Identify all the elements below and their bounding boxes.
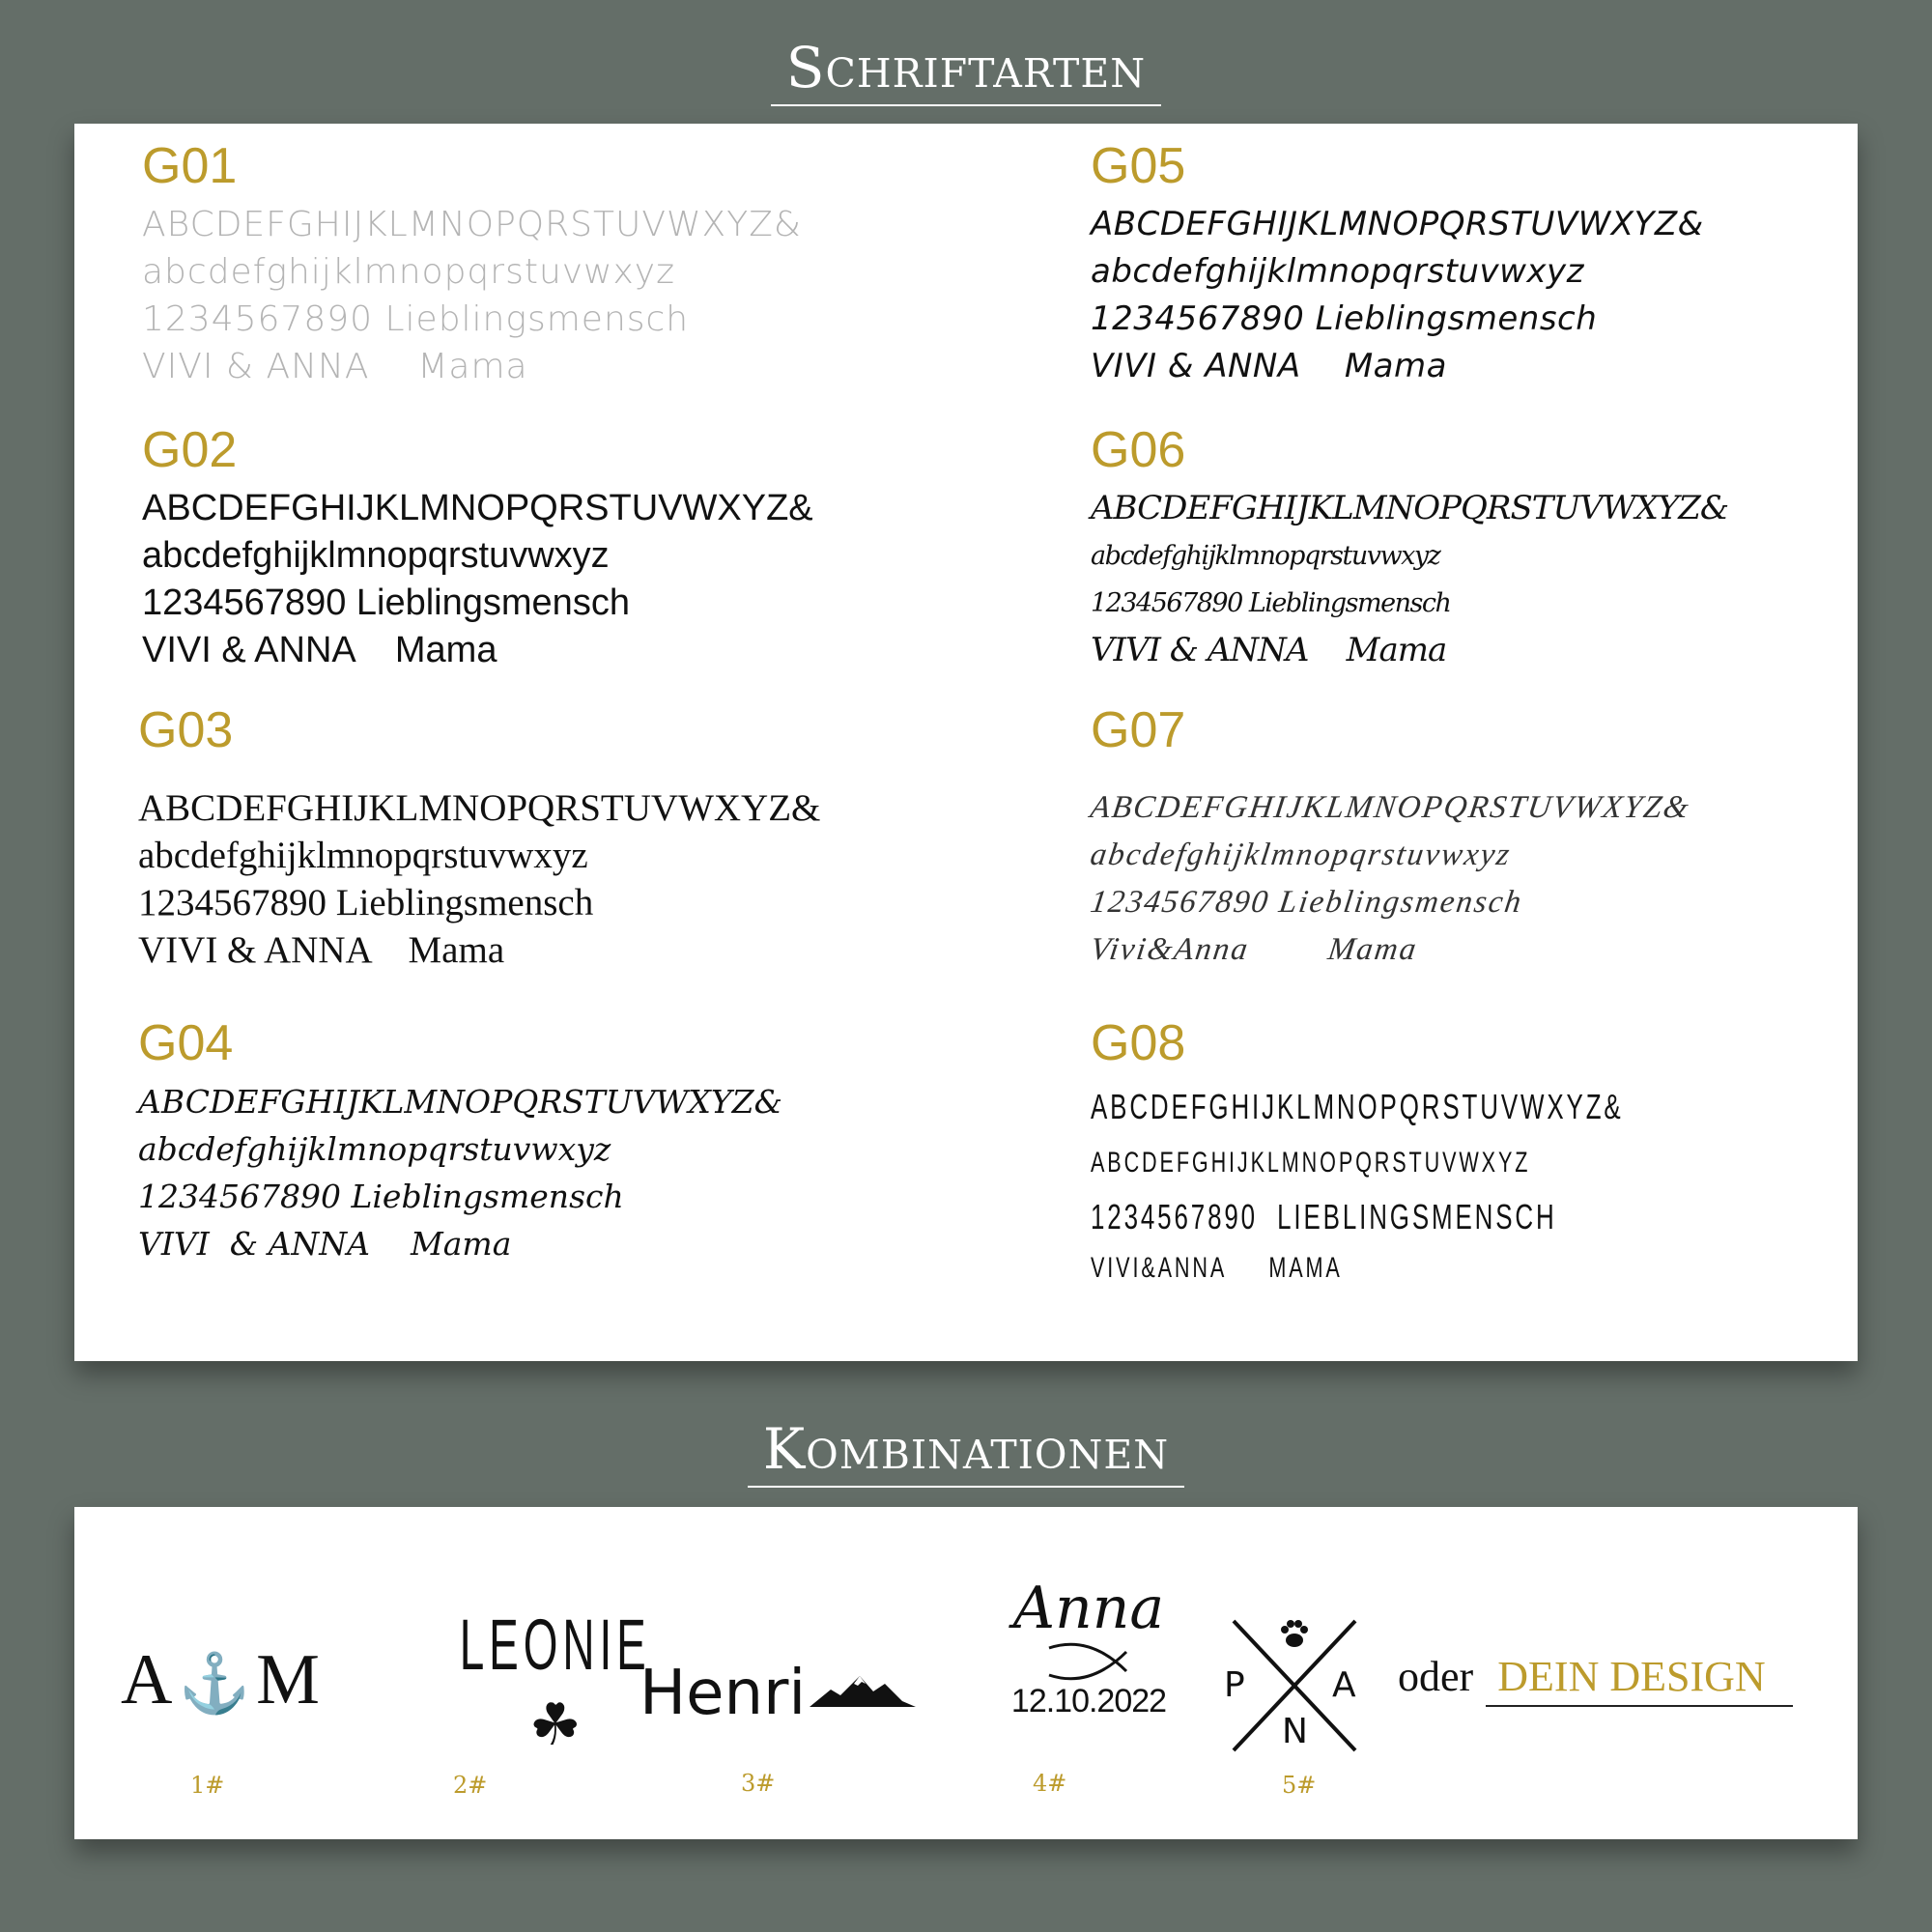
font-sample-g04[interactable] <box>138 1014 930 1267</box>
combination-date: 12.10.2022 <box>1010 1683 1167 1719</box>
sample-lowercase: abcdefghijklmnopqrstuvwxyz <box>1091 252 1584 291</box>
font-sample-g01[interactable] <box>142 137 934 390</box>
sample-lowercase: abcdefghijklmnopqrstuvwxyz <box>138 835 588 876</box>
initial-right: M <box>256 1640 320 1719</box>
font-code: G05 <box>1091 138 1186 194</box>
font-code: G03 <box>138 702 234 758</box>
combination-4[interactable] <box>963 1575 1214 1720</box>
sample-uppercase: ABCDEFGHIJKLMNOPQRSTUVWXYZ& <box>1088 790 1693 825</box>
sample-names: VIVI & ANNA Mama <box>1091 347 1447 385</box>
fonts-panel <box>74 124 1858 1361</box>
paw-icon <box>1278 1617 1311 1650</box>
sample-uppercase: ABCDEFGHIJKLMNOPQRSTUVWXYZ& <box>142 205 802 244</box>
combination-name: Anna <box>1012 1575 1165 1642</box>
letter-n: N <box>1282 1712 1308 1751</box>
sample-lowercase: abcdefghijklmnopqrstuvwxyz <box>1091 541 1440 571</box>
font-code: G07 <box>1091 702 1186 758</box>
sample-numbers: 1234567890 Lieblingsmensch <box>1091 299 1598 338</box>
sample-names: VIVI & ANNA Mama <box>138 1225 512 1263</box>
clover-icon: ☘ <box>528 1691 582 1759</box>
font-code: G02 <box>142 422 238 478</box>
oder-text: oder <box>1398 1653 1474 1700</box>
font-code: G04 <box>138 1015 234 1071</box>
font-code: G01 <box>142 138 238 194</box>
font-sample-g06[interactable] <box>1091 421 1883 674</box>
custom-design-option[interactable] <box>1398 1652 1823 1707</box>
combination-5[interactable] <box>1222 1613 1367 1758</box>
font-sample-g02[interactable] <box>142 421 934 674</box>
sample-names: VIVI & ANNA Mama <box>1091 631 1447 669</box>
fonts-section-title <box>0 35 1932 106</box>
combinations-panel <box>74 1507 1858 1839</box>
font-code: G08 <box>1091 1015 1186 1071</box>
letter-a: A <box>1332 1665 1356 1705</box>
sample-uppercase: ABCDEFGHIJKLMNOPQRSTUVWXYZ& <box>1091 489 1729 527</box>
ichthys-fish-icon <box>1045 1642 1132 1681</box>
sample-uppercase: ABCDEFGHIJKLMNOPQRSTUVWXYZ& <box>142 488 813 528</box>
combination-number-3: 3# <box>741 1770 776 1797</box>
sample-uppercase: ABCDEFGHIJKLMNOPQRSTUVWXYZ& <box>1091 205 1704 243</box>
sample-numbers: 1234567890 Lieblingsmensch <box>1091 588 1451 618</box>
fonts-title-text: Schriftarten <box>771 35 1161 106</box>
sample-names: VIVI & ANNA Mama <box>142 630 497 670</box>
combination-1[interactable] <box>121 1639 320 1721</box>
sample-numbers: 1234567890 Lieblingsmensch <box>138 1178 624 1215</box>
combinations-section-title <box>0 1416 1932 1488</box>
sample-numbers: 1234567890 Lieblingsmensch <box>142 299 690 339</box>
letter-p: P <box>1224 1665 1245 1705</box>
combination-name: LEONIE <box>459 1605 651 1685</box>
sample-names: Vivi&Anna Mama <box>1088 932 1420 967</box>
anchor-icon: ⚓ <box>178 1652 251 1716</box>
sample-numbers: 1234567890 LIEBLINGSMENSCH <box>1091 1197 1557 1236</box>
combination-name: Henri <box>639 1658 807 1729</box>
sample-names: VIVI & ANNA Mama <box>142 347 528 386</box>
font-code: G06 <box>1091 422 1186 478</box>
sample-numbers: 1234567890 Lieblingsmensch <box>142 582 630 623</box>
sample-numbers: 1234567890 Lieblingsmensch <box>1088 885 1525 920</box>
combination-3[interactable] <box>639 1658 916 1729</box>
combination-number-4: 4# <box>1033 1770 1067 1797</box>
font-sample-g08[interactable] <box>1091 1014 1883 1292</box>
sample-uppercase: ABCDEFGHIJKLMNOPQRSTUVWXYZ& <box>138 1083 782 1121</box>
initial-left: A <box>121 1640 173 1719</box>
combination-number-5: 5# <box>1282 1772 1317 1799</box>
sample-uppercase: ABCDEFGHIJKLMNOPQRSTUVWXYZ& <box>1091 1087 1624 1126</box>
sample-names: VIVI & ANNA Mama <box>138 929 505 971</box>
sample-lowercase: abcdefghijklmnopqrstuvwxyz <box>142 252 676 292</box>
sample-lowercase: abcdefghijklmnopqrstuvwxyz <box>142 535 610 576</box>
font-sample-g03[interactable] <box>138 701 930 974</box>
sample-names: VIVI&ANNA MAMA <box>1091 1252 1343 1284</box>
combination-number-1: 1# <box>190 1772 225 1799</box>
sample-numbers: 1234567890 Lieblingsmensch <box>138 882 594 923</box>
sample-lowercase: abcdefghijklmnopqrstuvwxyz <box>1088 838 1514 872</box>
sample-uppercase: ABCDEFGHIJKLMNOPQRSTUVWXYZ& <box>138 787 821 829</box>
mountain-icon <box>810 1674 916 1713</box>
sample-caps-small: ABCDEFGHIJKLMNOPQRSTUVWXYZ <box>1091 1147 1531 1179</box>
combinations-title-text: Kombinationen <box>748 1416 1184 1488</box>
combination-number-2: 2# <box>453 1772 488 1799</box>
font-sample-g05[interactable] <box>1091 137 1883 390</box>
font-sample-g07[interactable] <box>1088 701 1883 974</box>
dein-design-text: DEIN DESIGN <box>1486 1652 1792 1707</box>
sample-lowercase: abcdefghijklmnopqrstuvwxyz <box>138 1130 611 1168</box>
